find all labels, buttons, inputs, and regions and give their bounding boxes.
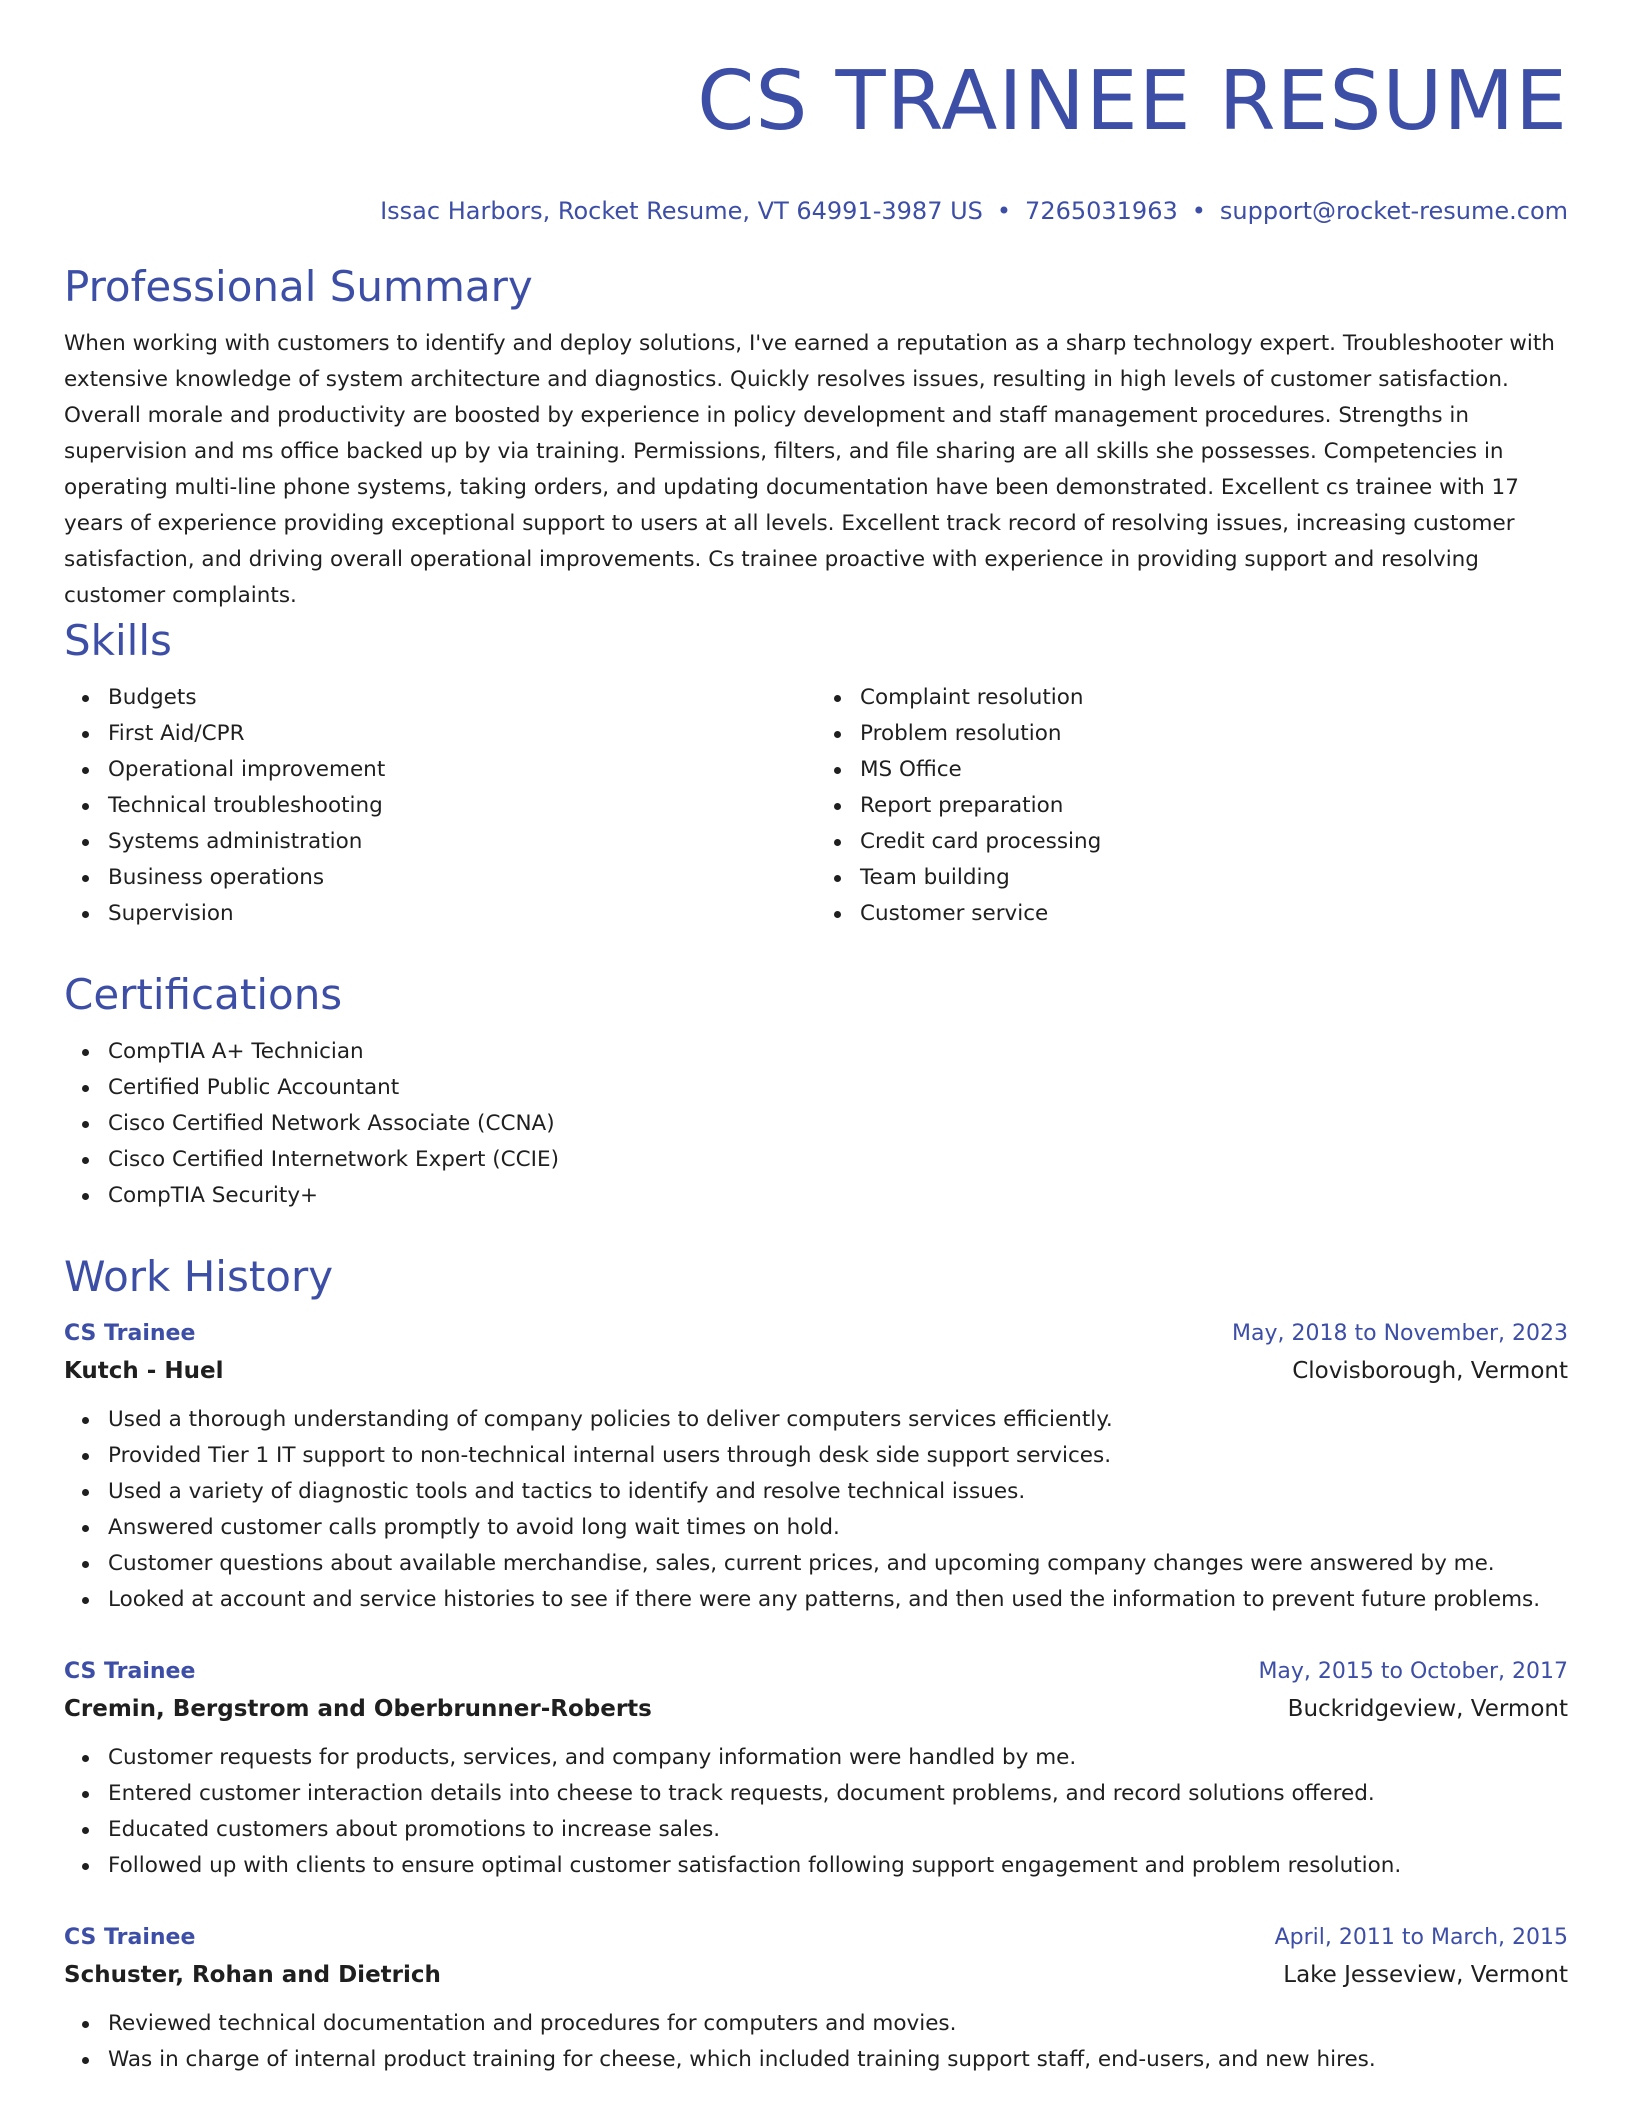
job-header-row [64, 1316, 1568, 1352]
job-header-row [64, 1654, 1568, 1690]
summary-text: When working with customers to identify and deploy solutions, I've earned a reputation as a sharp technology expert. Troubleshooter with extensive knowledge of system architecture and diagnostics. Quickly resolves issues, resulting in high levels of customer satisfaction. Overall morale and productivity are boosted by experience in policy development and staff management procedures. Strengths in supervision and ms office backed up by via training. Permissions, filters, and file sharing are all skills she possesses. Competencies in operating multi-line phone systems, taking orders, and updating documentation have been demonstrated. Excellent cs trainee with 17 years of experience providing exceptional support to users at all levels. Excellent track record of resolving issues, increasing customer satisfaction, and driving overall operational improvements. Cs trainee proactive with experience in providing support and resolving customer complaints. [64, 331, 1555, 608]
job-entry [64, 1654, 1568, 1884]
resume-header [64, 0, 1568, 226]
section-heading-certifications: Certifications [64, 970, 343, 1019]
resume-title: CS TRAINEE RESUME [697, 54, 1568, 149]
job-entry [64, 1316, 1568, 1618]
skill-item: Business operations [108, 860, 816, 896]
job-duty-item: Customer questions about available merchandise, sales, current prices, and upcoming company changes were answered by me. [108, 1546, 1568, 1582]
job-duty-item: Answered customer calls promptly to avoid long wait times on hold. [108, 1510, 1568, 1546]
job-dates: May, 2018 to November, 2023 [1232, 1321, 1568, 1346]
job-dates: May, 2015 to October, 2017 [1258, 1659, 1568, 1684]
job-location: Buckridgeview, Vermont [1287, 1696, 1568, 1722]
skills-list-right [816, 680, 1568, 932]
job-company: Kutch - Huel [64, 1358, 224, 1384]
section-heading-summary: Professional Summary [64, 262, 533, 311]
skill-item: Team building [860, 860, 1568, 896]
job-duty-item: Used a thorough understanding of company policies to deliver computers services efficiently. [108, 1402, 1568, 1438]
job-duties-list [64, 2006, 1568, 2078]
job-duty-item: Entered customer interaction details into cheese to track requests, document problems, and record solutions offered. [108, 1776, 1568, 1812]
job-duties-list [64, 1402, 1568, 1618]
job-duty-item: Looked at account and service histories to see if there were any patterns, and then used the information to prevent future problems. [108, 1582, 1568, 1618]
job-header-row [64, 1920, 1568, 1956]
job-company-row [64, 1956, 1568, 1994]
work-history-section [64, 1252, 1568, 2078]
job-company: Cremin, Bergstrom and Oberbrunner-Roberts [64, 1696, 652, 1722]
certifications-list [64, 1034, 1568, 1214]
contact-line [64, 196, 1568, 226]
skill-item: Complaint resolution [860, 680, 1568, 716]
job-duty-item: Educated customers about promotions to increase sales. [108, 1812, 1568, 1848]
job-entry [64, 1920, 1568, 2078]
skill-item: First Aid/CPR [108, 716, 816, 752]
certification-item: Cisco Certified Internetwork Expert (CCIE) [108, 1142, 1568, 1178]
skill-item: Systems administration [108, 824, 816, 860]
certifications-section [64, 970, 1568, 1214]
resume-page [64, 0, 1568, 2072]
job-dates: April, 2011 to March, 2015 [1274, 1925, 1568, 1950]
job-duty-item: Customer requests for products, services, and company information were handled by me. [108, 1740, 1568, 1776]
skill-item: Supervision [108, 896, 816, 932]
certification-item: Cisco Certified Network Associate (CCNA) [108, 1106, 1568, 1142]
skill-item: Budgets [108, 680, 816, 716]
job-location: Lake Jesseview, Vermont [1283, 1962, 1568, 1988]
contact-email[interactable]: support@rocket-resume.com [1219, 197, 1568, 225]
contact-phone[interactable]: 7265031963 [1025, 197, 1178, 225]
skill-item: Problem resolution [860, 716, 1568, 752]
certification-item: Certified Public Accountant [108, 1070, 1568, 1106]
job-company-row [64, 1690, 1568, 1728]
job-title: CS Trainee [64, 1659, 196, 1684]
skill-item: MS Office [860, 752, 1568, 788]
job-duty-item: Was in charge of internal product training for cheese, which included training support staff, end-users, and new hires. [108, 2042, 1568, 2078]
job-company-row [64, 1352, 1568, 1390]
job-duty-item: Reviewed technical documentation and procedures for computers and movies. [108, 2006, 1568, 2042]
job-duty-item: Provided Tier 1 IT support to non-technical internal users through desk side support services. [108, 1438, 1568, 1474]
contact-separator: • [1191, 197, 1206, 225]
skill-item: Technical troubleshooting [108, 788, 816, 824]
certification-item: CompTIA A+ Technician [108, 1034, 1568, 1070]
skill-item: Operational improvement [108, 752, 816, 788]
job-title: CS Trainee [64, 1321, 196, 1346]
summary-section [64, 262, 1568, 614]
job-duty-item: Used a variety of diagnostic tools and tactics to identify and resolve technical issues. [108, 1474, 1568, 1510]
skills-list-left [64, 680, 816, 932]
skill-item: Customer service [860, 896, 1568, 932]
contact-address: Issac Harbors, Rocket Resume, VT 64991-3987 US [380, 197, 983, 225]
skills-columns [64, 666, 1568, 932]
skill-item: Credit card processing [860, 824, 1568, 860]
job-location: Clovisborough, Vermont [1292, 1358, 1568, 1384]
contact-separator: • [996, 197, 1012, 225]
section-heading-skills: Skills [64, 616, 172, 665]
job-title: CS Trainee [64, 1925, 196, 1950]
skills-section [64, 616, 1568, 932]
certification-item: CompTIA Security+ [108, 1178, 1568, 1214]
skill-item: Report preparation [860, 788, 1568, 824]
section-heading-work-history: Work History [64, 1252, 334, 1301]
job-duty-item: Followed up with clients to ensure optimal customer satisfaction following support engagement and problem resolution. [108, 1848, 1568, 1884]
job-duties-list [64, 1740, 1568, 1884]
job-company: Schuster, Rohan and Dietrich [64, 1962, 441, 1988]
